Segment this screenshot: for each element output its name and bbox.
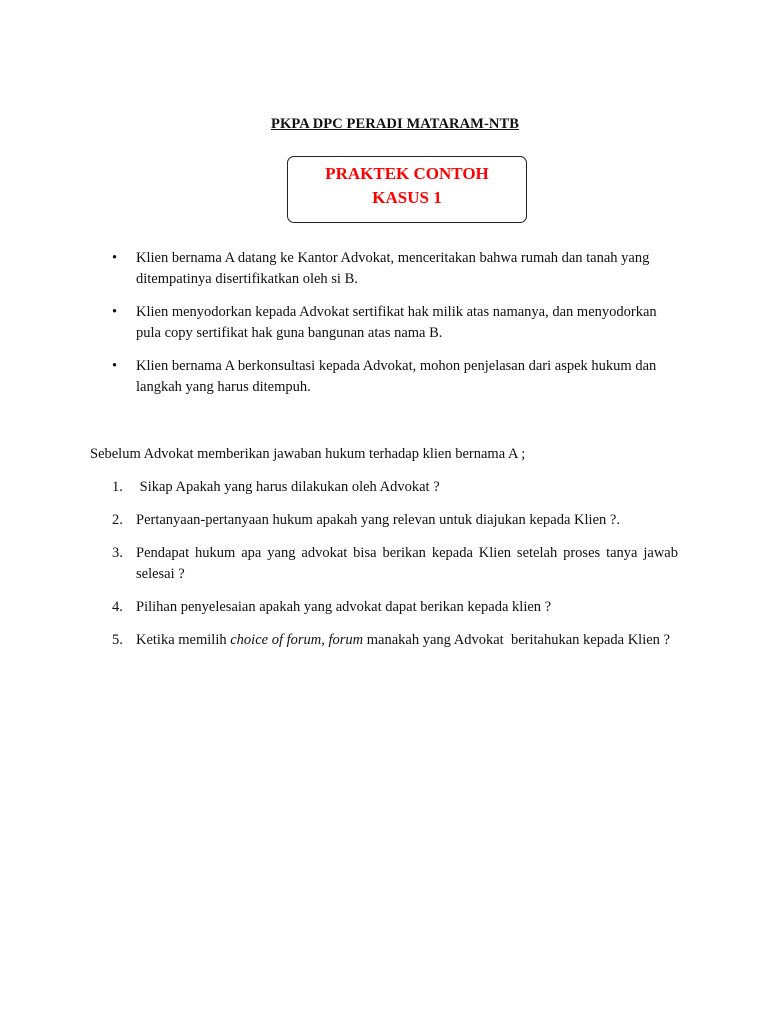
list-item (112, 630, 678, 651)
case-fact-text: Klien bernama A datang ke Kantor Advokat, menceritakan bahwa rumah dan tanah yang ditempatinya disertifikatkan oleh si B. (136, 250, 650, 287)
question-number: 4. (112, 599, 123, 615)
question-text: Sikap Apakah yang harus dilakukan oleh Advokat ? (136, 479, 440, 495)
question-text: Pendapat hukum apa yang advokat bisa berikan kepada Klien setelah proses tanya jawab selesai ? (136, 545, 678, 582)
case-fact-text: Klien menyodorkan kepada Advokat sertifikat hak milik atas namanya, dan menyodorkan pula copy sertifikat hak guna bangunan atas nama B. (136, 304, 657, 341)
question-text-part: , (321, 632, 329, 648)
question-text (136, 632, 670, 648)
question-number: 2. (112, 512, 123, 528)
list-item (112, 597, 678, 618)
question-text-part: manakah yang Advokat beritahukan kepada Klien ? (363, 632, 670, 648)
question-number: 3. (112, 545, 123, 561)
bullet-icon: • (112, 304, 118, 320)
list-item (112, 543, 678, 585)
questions-intro: Sebelum Advokat memberikan jawaban hukum terhadap klien bernama A ; (90, 446, 526, 462)
document-title: PKPA DPC PERADI MATARAM-NTB (271, 116, 519, 132)
case-title-line-1: PRAKTEK CONTOH (325, 164, 489, 183)
question-text: Pertanyaan-pertanyaan hukum apakah yang relevan untuk diajukan kepada Klien ?. (136, 512, 620, 528)
question-text: Pilihan penyelesaian apakah yang advokat dapat berikan kepada klien ? (136, 599, 552, 615)
question-number: 1. (112, 479, 123, 495)
bullet-icon: • (112, 358, 118, 374)
list-item (112, 302, 678, 344)
question-italic-term: choice of forum (230, 632, 322, 648)
case-title-line-2: KASUS 1 (372, 188, 442, 207)
bullet-icon: • (112, 250, 118, 266)
case-facts-list (112, 248, 678, 410)
list-item (112, 477, 678, 498)
question-number: 5. (112, 632, 123, 648)
questions-list (112, 477, 678, 663)
case-fact-text: Klien bernama A berkonsultasi kepada Advokat, mohon penjelasan dari aspek hukum dan langkah yang harus ditempuh. (136, 358, 657, 395)
list-item (112, 248, 678, 290)
list-item (112, 356, 678, 398)
question-text-part: Ketika memilih (136, 632, 231, 648)
list-item (112, 510, 678, 531)
case-title-box (287, 156, 527, 223)
question-italic-term: forum (328, 632, 364, 648)
